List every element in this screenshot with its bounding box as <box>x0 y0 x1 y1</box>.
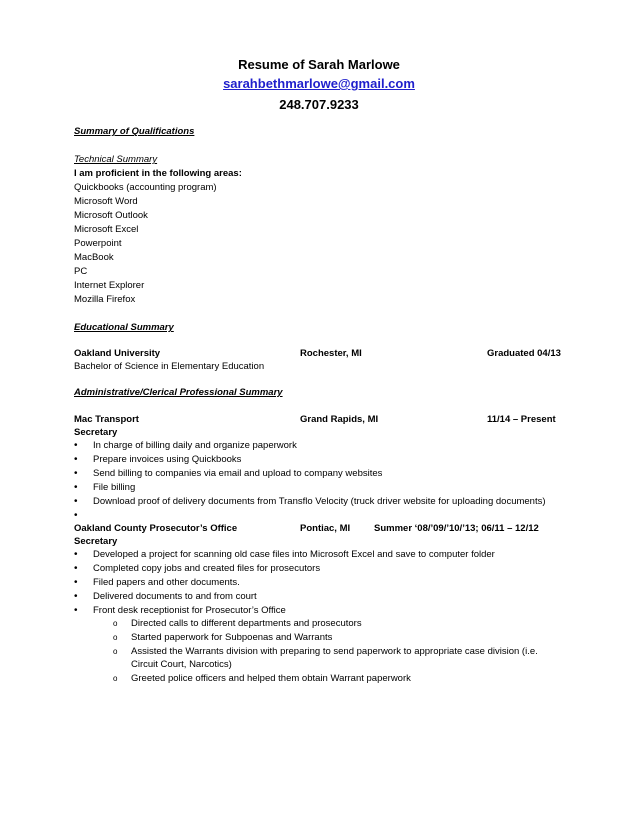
job-dates: 11/14 – Present <box>487 414 556 425</box>
phone-number: 248.707.9233 <box>279 97 359 112</box>
bullet-icon: • <box>74 605 78 616</box>
job-bullet: File billing <box>93 482 136 493</box>
bullet-icon: • <box>74 549 78 560</box>
technical-intro: I am proficient in the following areas: <box>74 168 242 179</box>
job-sub-bullet: Started paperwork for Subpoenas and Warrants <box>131 632 333 643</box>
skill-item: Mozilla Firefox <box>74 294 136 305</box>
job-sub-bullet: Directed calls to different departments and prosecutors <box>131 618 362 629</box>
email-line <box>0 76 638 91</box>
skill-item: Microsoft Word <box>74 196 138 207</box>
school-location: Rochester, MI <box>300 348 362 359</box>
job-sub-bullet: Assisted the Warrants division with preparing to send paperwork to appropriate case division (i.e. <box>131 646 538 657</box>
job-row-mac <box>74 414 564 426</box>
technical-heading: Technical Summary <box>74 154 158 165</box>
email-link[interactable]: sarahbethmarlowe@gmail.com <box>223 76 415 91</box>
job-bullet: Developed a project for scanning old case files into Microsoft Excel and save to computer folder <box>93 549 495 560</box>
job-bullet: Front desk receptionist for Prosecutor’s Office <box>93 605 286 616</box>
job-bullet: Prepare invoices using Quickbooks <box>93 454 242 465</box>
job-bullet: In charge of billing daily and organize paperwork <box>93 440 297 451</box>
job-company: Oakland County Prosecutor’s Office <box>74 523 238 534</box>
qualifications-heading: Summary of Qualifications <box>74 126 195 137</box>
sub-bullet-icon: o <box>113 674 118 683</box>
skill-item: Quickbooks (accounting program) <box>74 182 217 193</box>
bullet-icon: • <box>74 440 78 451</box>
admin-heading: Administrative/Clerical Professional Summary <box>74 387 283 398</box>
skill-item: Microsoft Excel <box>74 224 139 235</box>
job-bullet: Send billing to companies via email and upload to company websites <box>93 468 383 479</box>
job-location: Grand Rapids, MI <box>300 414 379 425</box>
resume-title: Resume of Sarah Marlowe <box>238 57 400 72</box>
bullet-icon: • <box>74 563 78 574</box>
skill-item: PC <box>74 266 88 277</box>
school-name: Oakland University <box>74 348 161 359</box>
bullet-icon: • <box>74 454 78 465</box>
skill-item: Internet Explorer <box>74 280 145 291</box>
job-dates: Summer ‘08/’09/’10/’13; 06/11 – 12/12 <box>374 523 539 534</box>
job-sub-bullet-continuation: Circuit Court, Narcotics) <box>131 659 232 670</box>
skill-item: Microsoft Outlook <box>74 210 148 221</box>
job-bullet: Download proof of delivery documents from Transflo Velocity (truck driver website for uploading documents) <box>93 496 546 507</box>
bullet-icon: • <box>74 591 78 602</box>
bullet-icon: • <box>74 577 78 588</box>
job-bullet: Completed copy jobs and created files for prosecutors <box>93 563 321 574</box>
job-location: Pontiac, MI <box>300 523 351 534</box>
degree: Bachelor of Science in Elementary Education <box>74 361 265 372</box>
skill-item: Powerpoint <box>74 238 122 249</box>
job-bullet: Delivered documents to and from court <box>93 591 257 602</box>
job-company: Mac Transport <box>74 414 139 425</box>
education-row <box>74 348 564 360</box>
graduation-date: Graduated 04/13 <box>487 348 561 359</box>
sub-bullet-icon: o <box>113 619 118 628</box>
job-bullet: Filed papers and other documents. <box>93 577 240 588</box>
education-heading: Educational Summary <box>74 322 174 333</box>
bullet-icon: • <box>74 482 78 493</box>
job-row-prosecutor <box>74 523 564 535</box>
bullet-icon: • <box>74 496 78 507</box>
bullet-icon: • <box>74 468 78 479</box>
job-title: Secretary <box>74 427 118 438</box>
bullet-icon: • <box>74 510 78 521</box>
sub-bullet-icon: o <box>113 633 118 642</box>
job-title: Secretary <box>74 536 118 547</box>
skill-item: MacBook <box>74 252 114 263</box>
job-sub-bullet: Greeted police officers and helped them obtain Warrant paperwork <box>131 673 411 684</box>
sub-bullet-icon: o <box>113 647 118 656</box>
